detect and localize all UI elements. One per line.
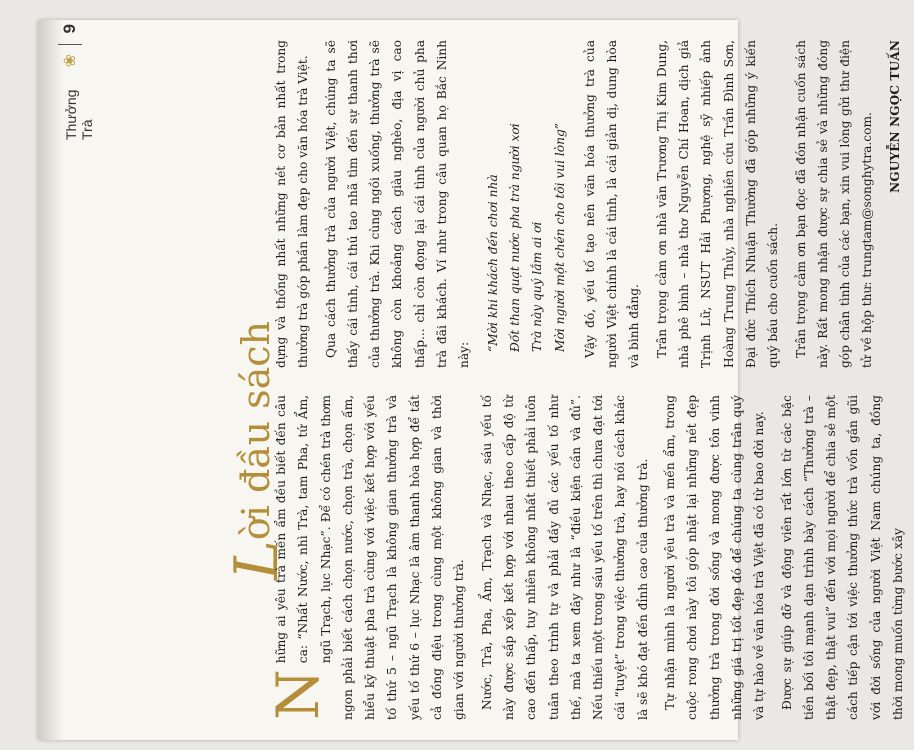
section-title: Thưởng Trà <box>63 89 95 140</box>
tea-leaf-icon: ❀ <box>62 54 79 68</box>
paragraph-1-text: hững ai yêu trà mến ẩm đều biết đến câu ca: “Nhất Nước, nhì Trà, tam Pha, tứ Ẩm, ngũ Trạch, lục Nhạc”. Để có chén trà thơm ngon phải biết cách chọn nước, chọn trà, chọn ấm, hiểu kỹ thuật pha trà cùng với việc kết hợp với yếu tố thứ 5 – ngũ Trạch là không gian thưởng trà và yếu tố thứ 6 – lục Nhạc là âm thanh hòa hợp để tất cả đồng điệu trong cùng một không gian và thời gian với người thưởng trà. <box>274 395 467 720</box>
verse-line: “Mời khi khách đến chơi nhà <box>485 174 500 352</box>
verse-line: Đốt than quạt nước pha trà người xơi <box>507 123 522 352</box>
book-page <box>38 20 906 740</box>
paragraph-5: dựng và thống nhất những nét cơ bản nhất trong thưởng trà góp phần làm đẹp cho văn hóa trà Việt. <box>274 40 311 368</box>
author-signature: NGUYỄN NGỌC TUẤN <box>887 40 902 193</box>
page-number: 9 <box>60 24 79 34</box>
paragraph-2: Nước, Trà, Pha, Ẩm, Trạch và Nhạc, sáu yếu tố này được sắp xếp kết hợp với nhau theo cấp độ từ cao đến thấp, tuy nhiên không nhất thiết phải luôn tuân theo trình tự và phải đầy đủ các yếu tố như thế, mà ta xem đây như là “điều kiện cần và đủ”. Nếu thiếu một trong sáu yếu tố trên thì chưa đạt tới cái “tuyệt” trong việc thưởng trà, hay nói cách khác là sẽ khó đạt đến đỉnh cao của thưởng trà. <box>479 395 650 720</box>
paragraph-7: Vậy đó, yếu tố tạo nên văn hóa thưởng trà của người Việt chính là cái tình, là cái giản dị, dung hòa và bình đẳng. <box>582 40 642 368</box>
left-text-column <box>264 395 914 720</box>
paragraph-4: Được sự giúp đỡ và động viên rất lớn từ các bậc tiền bối tôi mạnh dạn trình bày cách “Thưởng trà – thật đẹp, thật vui” đến với mọi người để chia sẻ một cách tiếp cận tới việc thưởng thức trà vốn gắn gũi với đời sống của người Việt Nam chúng ta, đồng thời mong muốn từng bước xây <box>779 395 906 720</box>
verse-line: Trà này quý lắm ai ơi <box>530 221 545 352</box>
paragraph-6: Qua cách thưởng trà của người Việt, chúng ta sẽ thấy cái tình, cái thú tao nhã tìm đến sự thanh thơi của thưởng trà. Khi cùng ngồi xuống, thưởng trà sẽ không còn khoảng cách giàu nghèo, địa vị cao thấp... chỉ còn đọng lại cái tình của người chủ pha trà đãi khách. Ví như trong câu quan họ Bắc Ninh này: <box>323 40 472 368</box>
header-divider <box>58 44 82 45</box>
paragraph-9: Trân trọng cảm ơn bạn đọc đã đón nhận cuốn sách này. Rất mong nhận được sự chia sẻ và những đóng góp chân tình của các bạn, xin vui lòng gửi thư điện tử về hộp thư: trungtam@songhytra.com. <box>793 40 875 368</box>
title-text: ời đầu sách <box>234 320 278 541</box>
paragraph-3: Tự nhận mình là người yêu trà và mến ẩm, trong cuộc rong chơi này tôi góp nhặt lại những nét đẹp thưởng trà trong đời sống và mong được tôn vinh những giá trị tốt đẹp đó để chúng ta cùng trân quý và tự hào về văn hóa trà Việt đã có từ bao đời nay. <box>663 395 767 720</box>
rotated-page-content <box>38 20 906 740</box>
running-header <box>54 20 95 140</box>
drop-cap: N <box>264 669 332 720</box>
folk-verse <box>482 40 571 352</box>
right-text-column <box>270 40 906 368</box>
title-initial: L <box>222 540 292 580</box>
verse-line: Mời người một chén cho tôi vui lòng” <box>552 123 567 352</box>
paragraph-1 <box>264 395 471 720</box>
paragraph-8: Trân trọng cảm ơn nhà văn Trương Thị Kim Dung, nhà phê bình – nhà thơ Nguyễn Chí Hoan, dịch giả Trịnh Lữ, NSƯT Hải Phượng, nghệ sỹ nhiếp ảnh Hoàng Trung Thủy, nhà nghiên cứu Trần Đình Sơn, Đại đức Thích Nhuận Thường đã góp những ý kiến quý báu cho cuốn sách. <box>654 40 781 368</box>
